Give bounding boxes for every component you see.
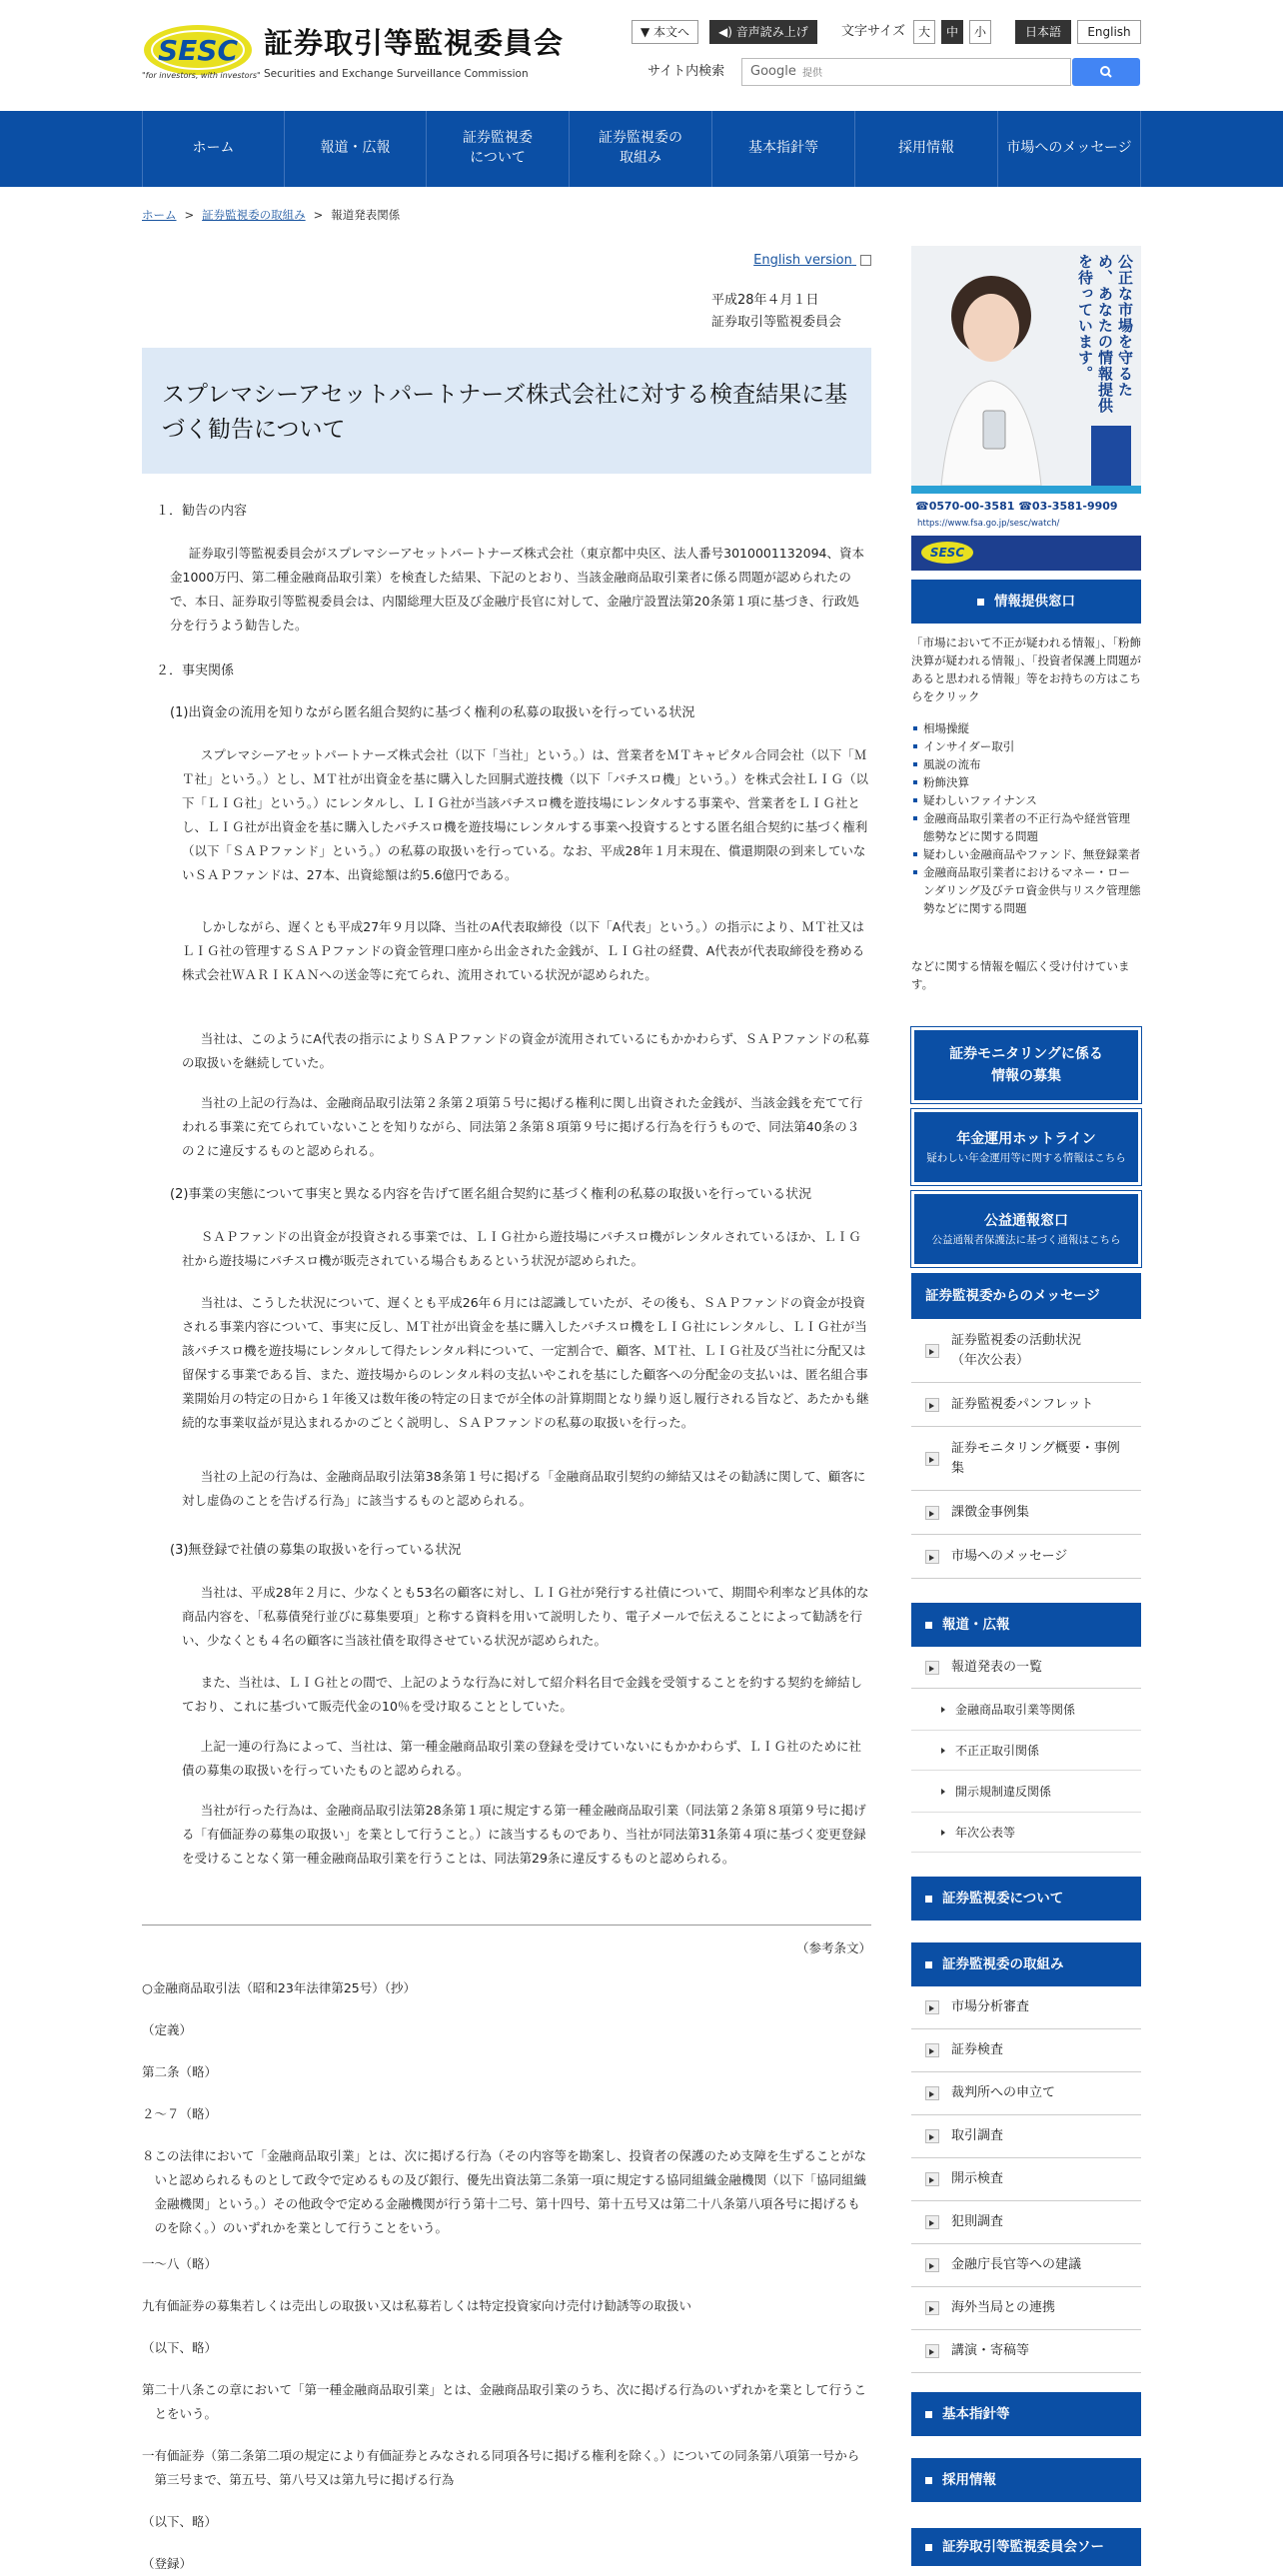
page-title: スプレマシーアセットパートナーズ株式会社に対する検査結果に基づく勧告について — [162, 382, 848, 443]
menu-item-recommendations[interactable] — [911, 2244, 1141, 2287]
menu-item-label: 証券検査 — [951, 2042, 1004, 2057]
work-section-label: 証券監視委の取組み — [942, 1956, 1064, 1972]
social-section-head[interactable] — [911, 2528, 1141, 2566]
breadcrumb: ホーム > 証券監視委の取組み > 報道発表関係 — [142, 208, 401, 222]
paragraph-2: スプレマシーアセットパートナーズ株式会社（以下「当社」という。）は、営業者をＭＴキャピタル合同会社（以下「ＭＴ社」という。）とし、ＭＴ社が出資金を基に購入した回胴式遊技機（以下「パチスロ機」という。）を株式会社ＬＩＧ（以下「ＬＩＧ社」という。）にレンタルし、ＬＩＧ社が当該パチスロ機を遊技場にレンタルする事業や、営業者をＬＩＧ社とし、ＬＩＧ社が出資金を基に購入したパチスロ機を遊技場にレンタルする事業へ投資するとする匿名組合契約に基づく権利（以下「ＳＡＰファンド」という。）の私募の取扱いを行っている。なお、平成28年１月末現在、償還期限の到来していないＳＡＰファンドは、27本、出資総額は約5.6億円である。 — [182, 747, 869, 882]
list-item: 疑わしいファイナンス — [911, 791, 1141, 809]
menu-item-monitoring-cases[interactable] — [911, 1427, 1141, 1491]
arrow-icon — [925, 1452, 939, 1466]
global-nav — [0, 111, 1283, 187]
publisher: 証券取引等監視委員会 — [711, 315, 842, 330]
nav-about[interactable]: 証券監視委 について — [426, 111, 569, 187]
breadcrumb-current: 報道発表関係 — [331, 208, 401, 222]
press-section-head[interactable] — [911, 1603, 1141, 1647]
site-header — [0, 0, 1283, 111]
english-version-label: English version — [753, 253, 852, 268]
reference-article-28: 第二十八条この章において「第一種金融商品取引業」とは、金融商品取引業のうち、次に掲げる行為のいずれかを業として行うことをいう。 — [142, 2382, 867, 2421]
submenu-item-fib[interactable]: 金融商品取引業等関係 — [911, 1689, 1141, 1731]
menu-item-penalty-cases[interactable] — [911, 1491, 1141, 1535]
subsection-heading-3: (3)無登録で社債の募集の取扱いを行っている状況 — [170, 1543, 462, 1558]
arrow-icon — [925, 2344, 939, 2358]
fax-icon: ☎ — [1018, 500, 1032, 513]
list-item: 相場操縦 — [911, 719, 1141, 737]
paragraph-3: しかしながら、遅くとも平成27年９月以降、当社のA代表取締役（以下「A代表」という。）の指示により、ＭＴ社又はＬＩＧ社の管理するＳＡＰファンドの資金管理口座から出金された金銭が、ＬＩＧ社の経費、A代表が代表取締役を務める株式会社ＷＡＲＩＫＡＮへの送金等に充てられ、流用されている状況が認められた。 — [182, 919, 865, 982]
work-section-head[interactable] — [911, 1942, 1141, 1986]
menu-item-label: 金融庁長官等への建議 — [951, 2257, 1082, 2272]
reference-items-1-8: 一～八（略） — [142, 2256, 218, 2271]
whistleblower-button[interactable] — [911, 1191, 1141, 1267]
whistleblower-sub: 公益通報者保護法に基づく通報はこちら — [931, 1234, 1121, 1246]
menu-item-court-petition[interactable] — [911, 2072, 1141, 2115]
search-button[interactable] — [1072, 58, 1140, 86]
menu-item-trading-investigation[interactable] — [911, 2115, 1141, 2158]
recruit-section-head[interactable] — [911, 2458, 1141, 2502]
speech-label: 音声読み上げ — [735, 25, 808, 39]
square-icon — [925, 1622, 932, 1629]
menu-item-label: 証券監視委の活動状況 （年次公表） — [951, 1332, 1082, 1368]
divider — [142, 1925, 871, 1926]
policy-section-label: 基本指針等 — [942, 2406, 1010, 2422]
menu-item-label: 講演・寄稿等 — [951, 2343, 1030, 2358]
about-section-head[interactable] — [911, 1877, 1141, 1921]
lang-japanese-button[interactable]: 日本語 — [1015, 20, 1071, 44]
list-item: 粉飾決算 — [911, 773, 1141, 791]
search-label: サイト内検索 — [647, 64, 725, 79]
reference-omitted-1: （以下、略） — [142, 2340, 218, 2355]
banner-url: https://www.fsa.go.jp/sesc/watch/ — [917, 519, 1060, 529]
reference-omitted-2: （以下、略） — [142, 2514, 218, 2529]
reference-definition: （定義） — [142, 2022, 193, 2037]
paragraph-8: 当社の上記の行為は、金融商品取引法第38条第１号に掲げる「金融商品取引契約の締結又はその勧誘に関して、顧客に対し虚偽のことを告げる行為」に該当するものと認められる。 — [182, 1469, 866, 1508]
breadcrumb-activities[interactable]: 証券監視委の取組み — [202, 208, 306, 222]
recruit-section-label: 採用情報 — [942, 2472, 996, 2488]
title-box — [142, 348, 871, 474]
menu-item-label: 報道発表の一覧 — [951, 1659, 1043, 1675]
arrow-icon — [925, 2129, 939, 2143]
list-item: 風説の流布 — [911, 755, 1141, 773]
menu-item-label: 犯則調査 — [951, 2214, 1004, 2229]
speech-button[interactable] — [709, 20, 817, 44]
search-input[interactable] — [802, 63, 1062, 83]
paragraph-6: ＳＡＰファンドの出資金が投資される事業では、ＬＩＧ社から遊技場にパチスロ機がレンタルされているほか、ＬＩＧ社から遊技場にパチスロ機が販売されている場合もあるという状況が認められた。 — [182, 1229, 861, 1268]
whistleblower-label: 公益通報窓口 — [984, 1213, 1068, 1229]
menu-item-press-list[interactable] — [911, 1647, 1141, 1689]
submenu-item-annual[interactable]: 年次公表等 — [911, 1813, 1141, 1853]
external-link-icon — [860, 255, 871, 266]
square-icon — [925, 1896, 932, 1903]
monitoring-info-label: 証券モニタリングに係る情報の募集 — [949, 1046, 1103, 1084]
arrow-icon — [925, 2043, 939, 2057]
nav-home[interactable]: ホーム — [142, 111, 284, 187]
paragraph-5: 当社の上記の行為は、金融商品取引法第２条第２項第５号に掲げる権利に関し出資された金銭が、当該金銭を充てて行われる事業に充てられていないことを知りながら、同法第２条第８項第９号に掲げる行為を行うもので、同法第40条の３の２に違反するものと認められる。 — [182, 1095, 863, 1158]
nav-message[interactable]: 市場へのメッセージ — [997, 111, 1141, 187]
nav-press[interactable]: 報道・広報 — [284, 111, 426, 187]
arrow-icon — [925, 2258, 939, 2272]
logo-mark-text: SESC — [157, 34, 239, 67]
arrow-icon — [925, 1506, 939, 1520]
info-window-footer: などに関する情報を幅広く受け付けています。 — [911, 959, 1130, 991]
phone-icon: ☎ — [915, 500, 929, 513]
paragraph-10: また、当社は、ＬＩＧ社との間で、上記のような行為に対して紹介料名目で金銭を受領することを約する契約を締結しており、これに基づいて販売代金の10％を受け取ることとしていた。 — [182, 1675, 863, 1714]
skip-to-content-button[interactable]: ▼ 本文へ — [632, 20, 698, 44]
list-item: 金融商品取引業者の不正行為や経営管理態勢などに関する問題 — [911, 809, 1141, 845]
list-item: 金融商品取引業者におけるマネー・ローンダリング及びテロ資金供与リスク管理態勢などに関する問題 — [911, 863, 1141, 917]
square-icon — [977, 599, 984, 606]
reference-article-28-item-1: 一有価証券（第二条第二項の規定により有価証券とみなされる同項各号に掲げる権利を除く。）についての同条第八項第一号から第三号まで、第五号、第八号又は第九号に掲げる行為 — [142, 2448, 860, 2487]
reference-label: （参考条文） — [795, 1940, 871, 1955]
menu-item-criminal-investigation[interactable] — [911, 2201, 1141, 2244]
reference-paragraph-8: ８この法律において「金融商品取引業」とは、次に掲げる行為（その内容等を勘案し、投資者の保護のため支障を生ずることがないと認められるものとして政令で定めるもの及び銀行、優先出資法第二条第一項に規定する協同組織金融機関（以下「協同組織金融機関」という。）その他政令で定める金融機関が行う第十二号、第十四号、第十五号又は第二十八条第八項各号に掲げるものを除く。）のいずれかを業として行うことをいう。 — [142, 2148, 867, 2235]
section-heading-2: ２．事実関係 — [156, 663, 235, 678]
menu-item-label: 証券モニタリング概要・事例集 — [951, 1440, 1120, 1476]
reference-paragraphs: ２～７（略） — [142, 2106, 218, 2121]
breadcrumb-home[interactable]: ホーム — [142, 208, 177, 222]
info-topic-list — [911, 719, 1141, 917]
list-item: インサイダー取引 — [911, 737, 1141, 755]
arrow-icon — [925, 1398, 939, 1412]
pension-hotline-sub: 疑わしい年金運用等に関する情報はこちら — [926, 1152, 1126, 1164]
reference-item-9: 九有価証券の募集若しくは売出しの取扱い又は私募若しくは特定投資家向け売付け勧誘等の取扱い — [142, 2298, 692, 2313]
social-section-label: 証券取引等監視委員会ソー — [942, 2539, 1104, 2555]
arrow-icon — [925, 1550, 939, 1564]
font-size-medium-button[interactable]: 中 — [941, 20, 963, 44]
font-size-small-button[interactable]: 小 — [969, 20, 991, 44]
menu-item-label: 開示検査 — [951, 2171, 1004, 2186]
lang-english-button[interactable]: English — [1077, 20, 1141, 44]
arrow-icon — [925, 2000, 939, 2014]
square-icon — [925, 2544, 932, 2551]
arrow-icon — [925, 2086, 939, 2100]
arrow-icon — [925, 2301, 939, 2315]
info-window-label: 情報提供窓口 — [994, 594, 1075, 610]
menu-item-disclosure-inspection[interactable] — [911, 2158, 1141, 2201]
square-icon — [925, 2477, 932, 2484]
menu-item-annual-report[interactable] — [911, 1319, 1141, 1383]
monitoring-info-button[interactable] — [911, 1027, 1141, 1103]
pension-hotline-label: 年金運用ホットライン — [956, 1131, 1096, 1147]
about-section-label: 証券監視委について — [942, 1891, 1064, 1907]
submenu-item-disclosure[interactable]: 開示規制違反関係 — [911, 1771, 1141, 1813]
paragraph-4: 当社は、このようにA代表の指示によりＳＡＰファンドの資金が流用されているにもかかわらず、ＳＡＰファンドの私募の取扱いを継続していた。 — [182, 1031, 870, 1070]
section-heading-1: １．勧告の内容 — [156, 504, 248, 519]
menu-item-pamphlet[interactable] — [911, 1383, 1141, 1427]
logo-tagline: "for investors, with investors" — [142, 71, 261, 80]
reference-article-2: 第二条（略） — [142, 2064, 218, 2079]
banner-logo: SESC — [921, 542, 973, 564]
search-icon — [1072, 58, 1140, 86]
search-box[interactable] — [741, 58, 1071, 86]
paragraph-9: 当社は、平成28年２月に、少なくとも53名の顧客に対し、ＬＩＧ社が発行する社債について、期間や利率など具体的な商品内容を、「私募債発行並びに募集要項」と称する資料を用いて説明したり、電子メールで伝えることによって勧誘を行い、少なくとも４名の顧客に当該社債を取得させている状況が認められた。 — [182, 1585, 869, 1648]
menu-item-market-message[interactable] — [911, 1535, 1141, 1579]
menu-item-label: 課徴金事例集 — [951, 1504, 1030, 1520]
paragraph-1: 証券取引等監視委員会がスプレマシーアセットパートナーズ株式会社（東京都中央区、法人番号3010001132094、資本金1000万円、第二種金融商品取引業）を検査した結果、下記のとおり、当該金融商品取引業者に係る問題が認められたので、本日、証券取引等監視委員会は、内閣総理大臣及び金融庁長官に対して、金融庁設置法第20条第１項に基づき、行政処分を行うよう勧告した。 — [170, 546, 865, 633]
banner-phone: ☎0570-00-3581 ☎03-3581-9909 — [915, 500, 1118, 513]
info-window-text: 「市場において不正が疑われる情報」、「粉飾決算が疑われる情報」、「投資者保護上問題があると思われる情報」等をお持ちの方はこちらをクリック — [911, 636, 1141, 703]
menu-item-lectures[interactable] — [911, 2330, 1141, 2373]
menu-item-label: 市場分析審査 — [951, 1999, 1030, 2014]
arrow-icon — [925, 1344, 939, 1358]
paragraph-11: 上記一連の行為によって、当社は、第一種金融商品取引業の登録を受けていないにもかかわらず、ＬＩＧ社のために社債の募集の取扱いを行っていたものと認められる。 — [182, 1739, 862, 1778]
subsection-heading-2: (2)事業の実態について事実と異なる内容を告げて匿名組合契約に基づく権利の私募の取扱いを行っている状況 — [170, 1187, 812, 1202]
google-label: Google — [750, 64, 796, 79]
info-provision-banner[interactable] — [911, 246, 1141, 571]
nav-policy[interactable]: 基本指針等 — [711, 111, 854, 187]
english-version-link[interactable] — [753, 252, 871, 270]
site-title[interactable]: 証券取引等監視委員会 — [264, 26, 565, 60]
font-size-large-button[interactable]: 大 — [913, 20, 935, 44]
menu-item-overseas-cooperation[interactable] — [911, 2287, 1141, 2330]
arrow-icon — [925, 1661, 939, 1675]
menu-item-securities-inspection[interactable] — [911, 2029, 1141, 2072]
font-size-label: 文字サイズ — [841, 24, 905, 39]
reference-registration: （登録） — [142, 2556, 193, 2571]
skip-label: 本文へ — [653, 25, 690, 39]
speaker-icon: ◀) — [718, 25, 732, 39]
site-subtitle: Securities and Exchange Surveillance Commission — [264, 68, 529, 80]
subsection-heading-1: (1)出資金の流用を知りながら匿名組合契約に基づく権利の私募の取扱いを行っている状況 — [170, 705, 695, 720]
date-block — [711, 290, 841, 334]
message-section-head[interactable]: 証券監視委からのメッセージ — [911, 1273, 1141, 1319]
menu-item-label: 取引調査 — [951, 2128, 1004, 2143]
menu-item-label: 海外当局との連携 — [951, 2300, 1056, 2315]
menu-item-label: 市場へのメッセージ — [951, 1548, 1068, 1564]
banner-heading: 公正な市場を守るため、あなたの情報提供を待っています。 — [1076, 254, 1134, 414]
info-window-head[interactable] — [911, 580, 1141, 624]
menu-item-label: 証券監視委パンフレット — [951, 1396, 1094, 1412]
nav-recruit[interactable]: 採用情報 — [854, 111, 997, 187]
arrow-icon — [925, 2215, 939, 2229]
paragraph-7: 当社は、こうした状況について、遅くとも平成26年６月には認識していたが、その後も、ＳＡＰファンドの資金が投資される事業内容について、事実に反し、ＭＴ社が出資金を基に購入したパチスロ機をＬＩＧ社にレンタルし、ＬＩＧ社が当該パチスロ機を遊技場にレンタルして得たレンタル料について、一定割合で、顧客、ＭＴ社、ＬＩＧ社及び当社に分配又は留保する事業である旨、また、遊技場からのレンタル料の支払いやこれを基にした顧客への分配金の支払いは、匿名組合事業開始月の特定の日から１年後又は数年後の特定の日までが全体の計算期間となり繰り返し履行される旨など、あたかも継続的な事業収益が見込まれるかのごとく説明し、ＳＡＰファンドの私募の取扱いを行った。 — [182, 1295, 869, 1430]
pension-hotline-button[interactable] — [911, 1109, 1141, 1185]
square-icon — [925, 2411, 932, 2418]
reference-law-title: ○金融商品取引法（昭和23年法律第25号）（抄） — [142, 1980, 416, 1995]
nav-activities[interactable]: 証券監視委の 取組み — [569, 111, 711, 187]
list-item: 疑わしい金融商品やファンド、無登録業者 — [911, 845, 1141, 863]
square-icon — [925, 1961, 932, 1968]
menu-item-market-analysis[interactable] — [911, 1986, 1141, 2029]
arrow-icon — [925, 2172, 939, 2186]
press-section-label: 報道・広報 — [942, 1617, 1010, 1633]
paragraph-12: 当社が行った行為は、金融商品取引法第28条第１項に規定する第一種金融商品取引業（同法第２条第８項第９号に掲げる「有価証券の募集の取扱い」を業として行うこと。）に該当するものであり、当社が同法第31条第４項に基づく変更登録を受けることなく第一種金融商品取引業を行うことは、同法第29条に違反するものと認められる。 — [182, 1803, 866, 1866]
submenu-item-unfair-trading[interactable]: 不正正取引関係 — [911, 1731, 1141, 1771]
publish-date: 平成28年４月１日 — [711, 293, 819, 308]
menu-item-label: 裁判所への申立て — [951, 2085, 1056, 2100]
policy-section-head[interactable] — [911, 2392, 1141, 2436]
